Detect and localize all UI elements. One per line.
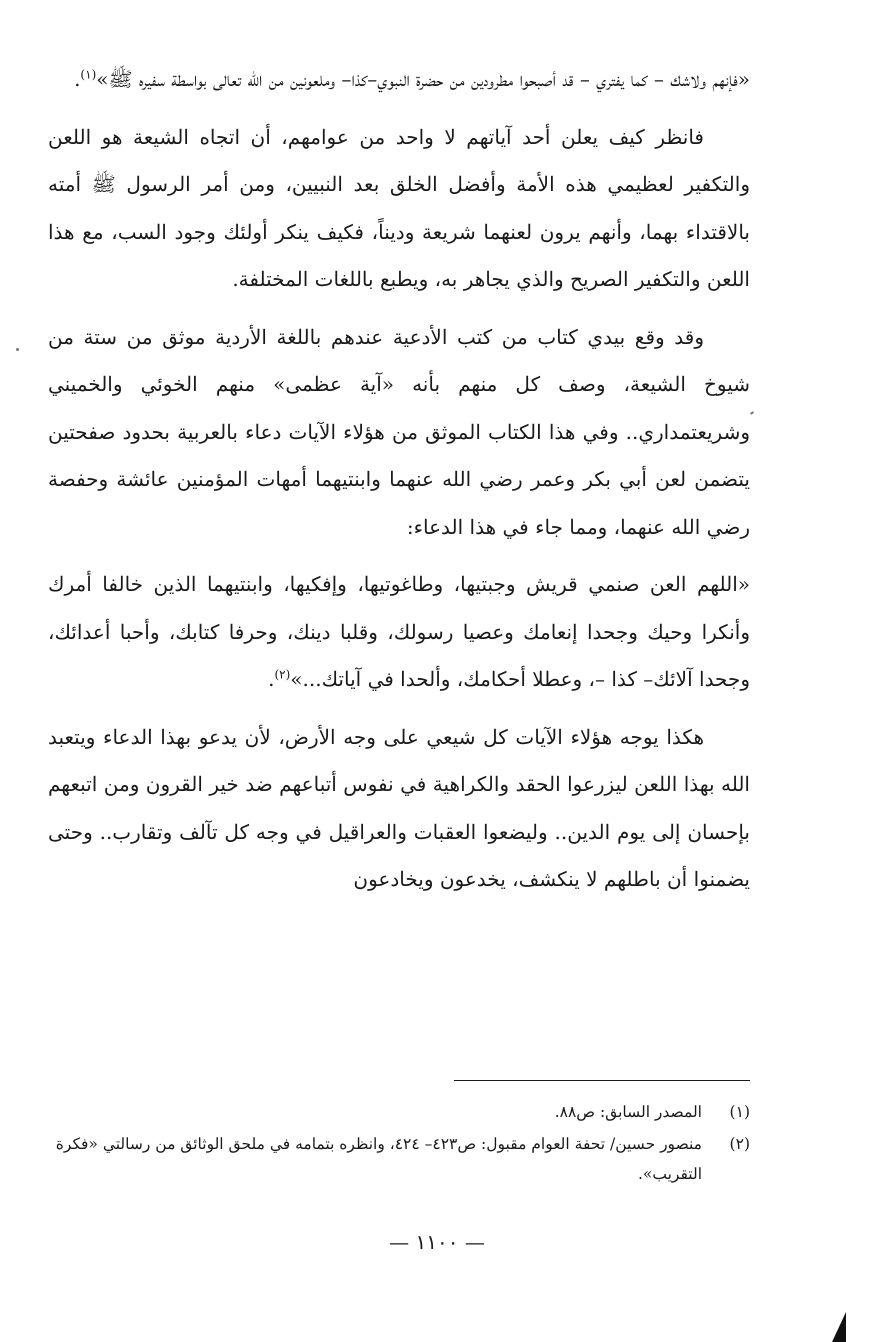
quote-1-text: «فإنهم ولاشك – كما يفتري – قد أصبحوا مطرودين من حضرة النبوي–كذا– وملعونين من الله تعالى بواسطة سفيره ﷺ» [96,67,750,91]
quote-2-period: . [268,667,275,691]
paragraph-3: وقد وقع بيدي كتاب من كتب الأدعية عندهم باللغة الأردية موثق من ستة من شيوخ الشيعة، وصف كل منهم بأنه «آية عظمى» منهم الخوئي والخميني وشريعتمداري.. وفي هذا الكتاب الموثق من هؤلاء الآيات دعاء بالعربية بحدود صفحتين يتضمن لعن أبي بكر وعمر رضي الله عنهما وابنتيهما أمهات المؤمنين عائشة وحفصة رضي الله عنهما، ومما جاء في هذا الدعاء: [48,324,750,539]
scan-speck [16,348,19,351]
footnote-2-number: (٢) [729,1135,750,1153]
corner-mark [832,1312,846,1342]
paragraph-quote-1 [48,56,750,104]
paragraph-2: فانظر كيف يعلن أحد آياتهم لا واحد من عوامهم، أن اتجاه الشيعة هو اللعن والتكفير لعظيمي هذه الأمة وأفضل الخلق بعد النبيين، ومن أمر الرسول ﷺ أمته بالاقتداء بهما، وأنهم يرون لعنهما شريعة وديناً، فكيف ينكر أولئك وجود السب، مع هذا اللعن والتكفير الصريح والذي يجاهر به، ويطبع باللغات المختلفة. [48,124,750,291]
footnote-2-text: منصور حسين/ تحفة العوام مقبول: ص٤٢٣– ٤٢٤، وانظره بتمامه في ملحق الوثائق من رسالتي «فكرة التقريب». [55,1135,702,1183]
main-text [48,56,750,904]
footnotes [48,1097,750,1191]
footnote-1 [48,1097,750,1127]
footnote-separator [454,1080,750,1081]
scan-speck [750,411,754,415]
footnote-1-text: المصدر السابق: ص٨٨. [554,1103,702,1121]
paragraph-quote-2 [48,561,750,704]
page-number: — ١١٠٠ — [389,1230,485,1254]
paragraph-5: هكذا يوجه هؤلاء الآيات كل شيعي على وجه الأرض، لأن يدعو بهذا الدعاء ويتعبد الله بهذا اللعن ليزرعوا الحقد والكراهية في نفوس أتباعهم ضد خير القرون ومن اتبعهم بإحسان إلى يوم الدين.. وليضعوا العقبات والعراقيل في وجه كل تآلف وتقارب.. وحتى يضمنوا أن باطلهم لا ينكشف، يخدعون ويخادعون [48,724,750,891]
footnote-ref-1[interactable]: (١) [80,67,97,82]
quote-2-text: «اللهم العن صنمي قريش وجبتيها، وطاغوتيها، وإفكيها، وابنتيهما الذين خالفا أمرك وأنكرا وحيك وجحدا إنعامك وعصيا رسولك، وقلبا دينك، وحرفا كتابك، وأحبا أعدائك، وجحدا آلائك– كذا –، وعطلا أحكامك، وألحدا في آياتك...» [48,572,750,691]
footnote-1-number: (١) [729,1103,750,1121]
footnote-2 [48,1129,750,1189]
footnote-ref-2[interactable]: (٢) [274,667,291,682]
quote-1-period: . [74,67,81,91]
